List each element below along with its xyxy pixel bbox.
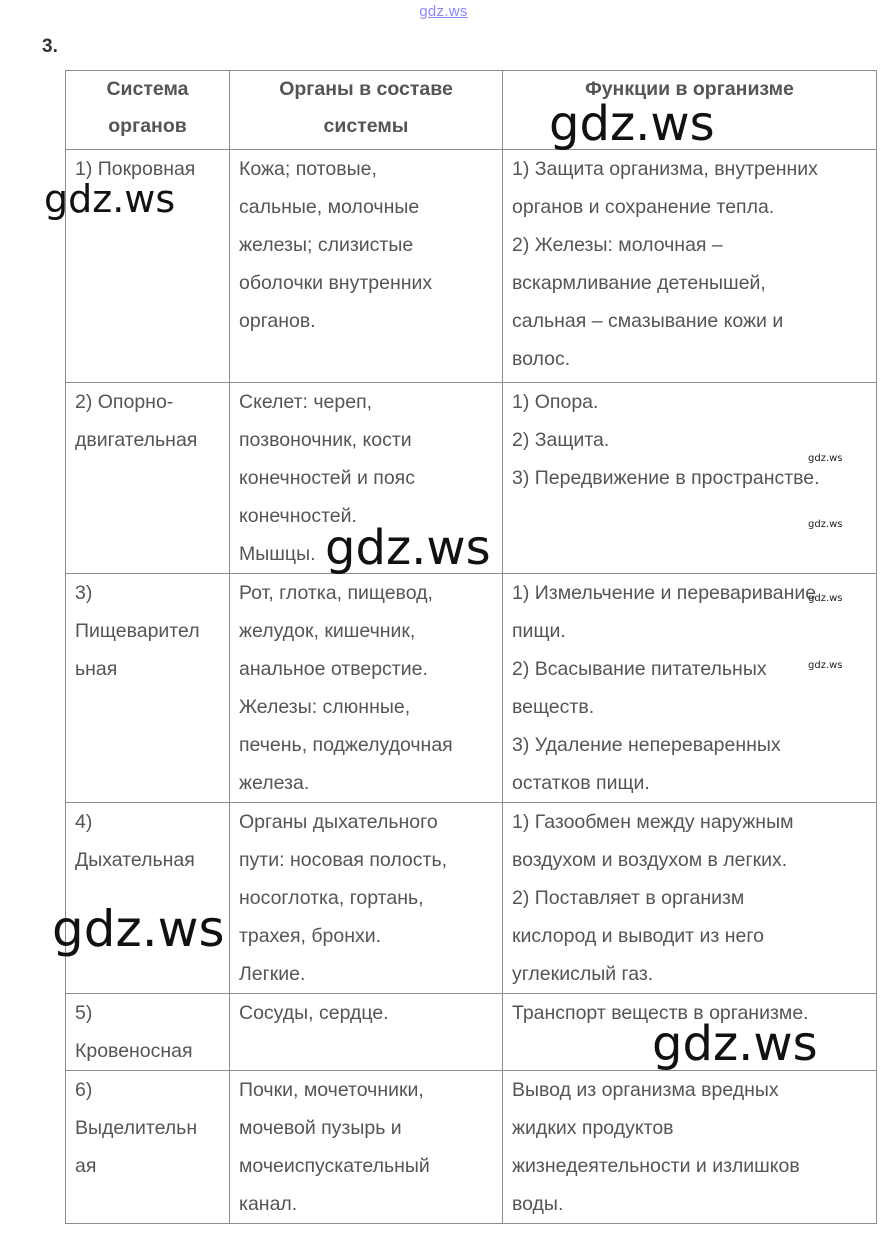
cell-line: сальная – смазывание кожи и	[512, 310, 784, 332]
cell-system	[66, 994, 230, 1071]
cell-line: 2) Всасывание питательных	[512, 658, 767, 680]
cell-line: 3) Удаление непереваренных	[512, 734, 781, 756]
header-line: Система	[106, 78, 189, 100]
cell-system	[66, 383, 230, 574]
watermark: gdz.ws	[325, 520, 491, 576]
cell-line: анальное отверстие.	[239, 658, 428, 680]
table-row	[66, 1071, 877, 1224]
cell-line: конечностей.	[239, 505, 357, 527]
cell-line: 2) Железы: молочная –	[512, 234, 723, 256]
cell-line: носоглотка, гортань,	[239, 887, 424, 909]
watermark-small: gdz.ws	[808, 519, 843, 530]
watermark-small: gdz.ws	[808, 453, 843, 464]
cell-line: оболочки внутренних	[239, 272, 433, 294]
cell-line: сальные, молочные	[239, 196, 420, 218]
cell-line: 1) Защита организма, внутренних	[512, 158, 818, 180]
cell-line: 4)	[75, 811, 93, 833]
cell-line: кислород и выводит из него	[512, 925, 764, 947]
cell-line: двигательная	[75, 429, 198, 451]
header-organs	[230, 71, 503, 150]
cell-line: желудок, кишечник,	[239, 620, 416, 642]
cell-functions	[503, 383, 877, 574]
cell-line: Легкие.	[239, 963, 306, 985]
cell-line: воздухом и воздухом в легких.	[512, 849, 788, 871]
watermark: gdz.ws	[52, 900, 225, 958]
cell-line: 3)	[75, 582, 93, 604]
cell-line: мочеиспускательный	[239, 1155, 430, 1177]
cell-line: 5)	[75, 1002, 93, 1024]
cell-line: 3) Передвижение в пространстве.	[512, 467, 820, 489]
cell-line: Железы: слюнные,	[239, 696, 411, 718]
cell-line: пути: носовая полость,	[239, 849, 448, 871]
cell-functions	[503, 150, 877, 383]
table-row	[66, 803, 877, 994]
cell-line: жизнедеятельности и излишков	[512, 1155, 800, 1177]
task-number: 3.	[42, 36, 58, 57]
table-header-row	[66, 71, 877, 150]
cell-line: Дыхательная	[75, 849, 195, 871]
cell-system	[66, 574, 230, 803]
cell-line: Выделительн	[75, 1117, 198, 1139]
cell-line: железа.	[239, 772, 310, 794]
cell-line: вскармливание детенышей,	[512, 272, 766, 294]
header-line: Органы в составе	[279, 78, 453, 100]
cell-system	[66, 803, 230, 994]
cell-line: 1) Покровная	[75, 158, 196, 180]
cell-functions	[503, 803, 877, 994]
header-line: органов	[108, 115, 187, 137]
cell-line: Скелет: череп,	[239, 391, 373, 413]
cell-line: Вывод из организма вредных	[512, 1079, 779, 1101]
cell-organs	[230, 574, 503, 803]
cell-line: 2) Опорно-	[75, 391, 174, 413]
cell-line: конечностей и пояс	[239, 467, 415, 489]
cell-line: пищи.	[512, 620, 566, 642]
cell-line: Кровеносная	[75, 1040, 193, 1062]
cell-line: остатков пищи.	[512, 772, 650, 794]
cell-functions	[503, 1071, 877, 1224]
cell-organs	[230, 1071, 503, 1224]
cell-line: ьная	[75, 658, 118, 680]
cell-line: Пищеварител	[75, 620, 200, 642]
cell-line: веществ.	[512, 696, 595, 718]
cell-line: 2) Поставляет в организм	[512, 887, 745, 909]
watermark-small: gdz.ws	[808, 660, 843, 671]
cell-line: Почки, мочеточники,	[239, 1079, 424, 1101]
cell-line: 6)	[75, 1079, 93, 1101]
cell-line: железы; слизистые	[239, 234, 414, 256]
cell-line: углекислый газ.	[512, 963, 654, 985]
header-system	[66, 71, 230, 150]
cell-line: позвоночник, кости	[239, 429, 412, 451]
cell-organs	[230, 150, 503, 383]
cell-line: мочевой пузырь и	[239, 1117, 402, 1139]
cell-system	[66, 1071, 230, 1224]
cell-line: канал.	[239, 1193, 298, 1215]
cell-line: Сосуды, сердце.	[239, 1002, 389, 1024]
site-watermark-link[interactable]: gdz.ws	[419, 3, 468, 20]
cell-functions	[503, 574, 877, 803]
header-line: системы	[323, 115, 409, 137]
watermark-small: gdz.ws	[808, 593, 843, 604]
cell-line: ая	[75, 1155, 97, 1177]
table-row	[66, 150, 877, 383]
cell-line: воды.	[512, 1193, 564, 1215]
watermark: gdz.ws	[44, 177, 176, 221]
cell-line: 1) Опора.	[512, 391, 599, 413]
watermark: gdz.ws	[549, 96, 715, 152]
cell-line: Органы дыхательного	[239, 811, 438, 833]
cell-organs	[230, 994, 503, 1071]
table-row	[66, 574, 877, 803]
cell-line: Мышцы.	[239, 543, 316, 565]
cell-line: жидких продуктов	[512, 1117, 674, 1139]
watermark: gdz.ws	[652, 1016, 818, 1072]
cell-line: органов и сохранение тепла.	[512, 196, 775, 218]
cell-line: органов.	[239, 310, 316, 332]
header-line: Функции в организме	[585, 78, 794, 100]
cell-line: трахея, бронхи.	[239, 925, 382, 947]
cell-line: Рот, глотка, пищевод,	[239, 582, 433, 604]
cell-line: печень, поджелудочная	[239, 734, 453, 756]
cell-line: 1) Измельчение и переваривание	[512, 582, 817, 604]
cell-line: 2) Защита.	[512, 429, 610, 451]
cell-organs	[230, 803, 503, 994]
cell-line: Транспорт веществ в организме.	[512, 1002, 809, 1024]
cell-line: 1) Газообмен между наружным	[512, 811, 794, 833]
cell-line: Кожа; потовые,	[239, 158, 377, 180]
cell-line: волос.	[512, 348, 571, 370]
